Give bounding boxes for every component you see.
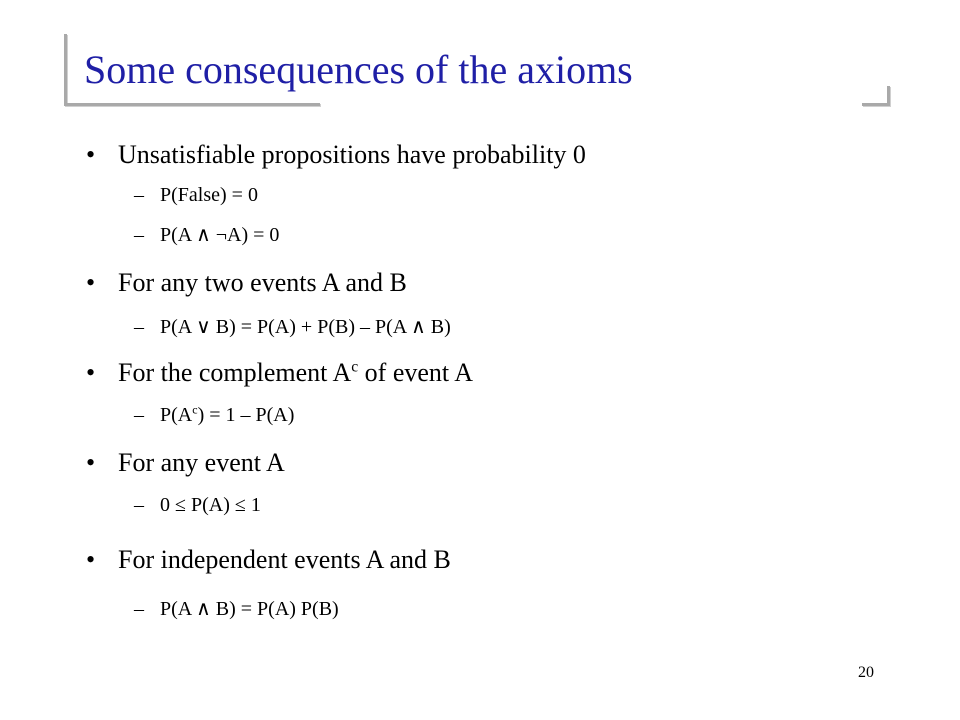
formula: P(A ∧ B) = P(A) P(B)	[160, 598, 339, 620]
bullet-text: Unsatisfiable propositions have probability 0	[118, 140, 586, 169]
bullet-dot: •	[86, 358, 96, 387]
sub-dash: –	[134, 404, 144, 426]
formula-after: ) = 1 – P(A)	[197, 404, 295, 426]
formula: P(A ∨ B) = P(A) + P(B) – P(A ∧ B)	[160, 316, 451, 338]
page-number: 20	[858, 664, 874, 681]
bullet-unsatisfiable	[86, 140, 586, 170]
formula-before: P(A	[160, 404, 193, 426]
formula: P(False) = 0	[160, 184, 258, 206]
sub-item-independence-rule	[134, 596, 339, 621]
superscript-c: c	[351, 358, 359, 376]
bullet-text: For any two events A and B	[118, 268, 407, 297]
title-frame-left-vertical	[64, 34, 67, 106]
bullet-complement	[86, 358, 473, 388]
bullet-text: For any event A	[118, 448, 285, 477]
superscript-c: c	[192, 402, 198, 417]
sub-dash: –	[134, 494, 144, 516]
formula: 0 ≤ P(A) ≤ 1	[160, 494, 261, 516]
sub-item-bounds	[134, 494, 261, 517]
sub-dash: –	[134, 224, 144, 246]
bullet-text: For independent events A and B	[118, 545, 451, 574]
bullet-dot: •	[86, 268, 96, 297]
title-frame-left-horizontal	[64, 103, 320, 106]
bullet-dot: •	[86, 545, 96, 574]
sub-item-p-a-and-not-a	[134, 222, 279, 247]
bullet-text-after: of event A	[358, 358, 473, 387]
sub-item-p-false	[134, 184, 258, 207]
sub-dash: –	[134, 598, 144, 620]
bullet-text-before: For the complement A	[118, 358, 352, 387]
slide-title: Some consequences of the axioms	[84, 47, 633, 92]
bullet-independent	[86, 545, 451, 575]
sub-dash: –	[134, 316, 144, 338]
bullet-two-events	[86, 268, 407, 298]
formula: P(A ∧ ¬A) = 0	[160, 224, 280, 246]
sub-item-union-rule	[134, 314, 451, 339]
title-frame-right-horizontal	[862, 103, 890, 106]
bullet-dot: •	[86, 140, 96, 169]
bullet-any-event	[86, 448, 285, 478]
bullet-dot: •	[86, 448, 96, 477]
sub-item-complement-rule	[134, 404, 294, 427]
sub-dash: –	[134, 184, 144, 206]
